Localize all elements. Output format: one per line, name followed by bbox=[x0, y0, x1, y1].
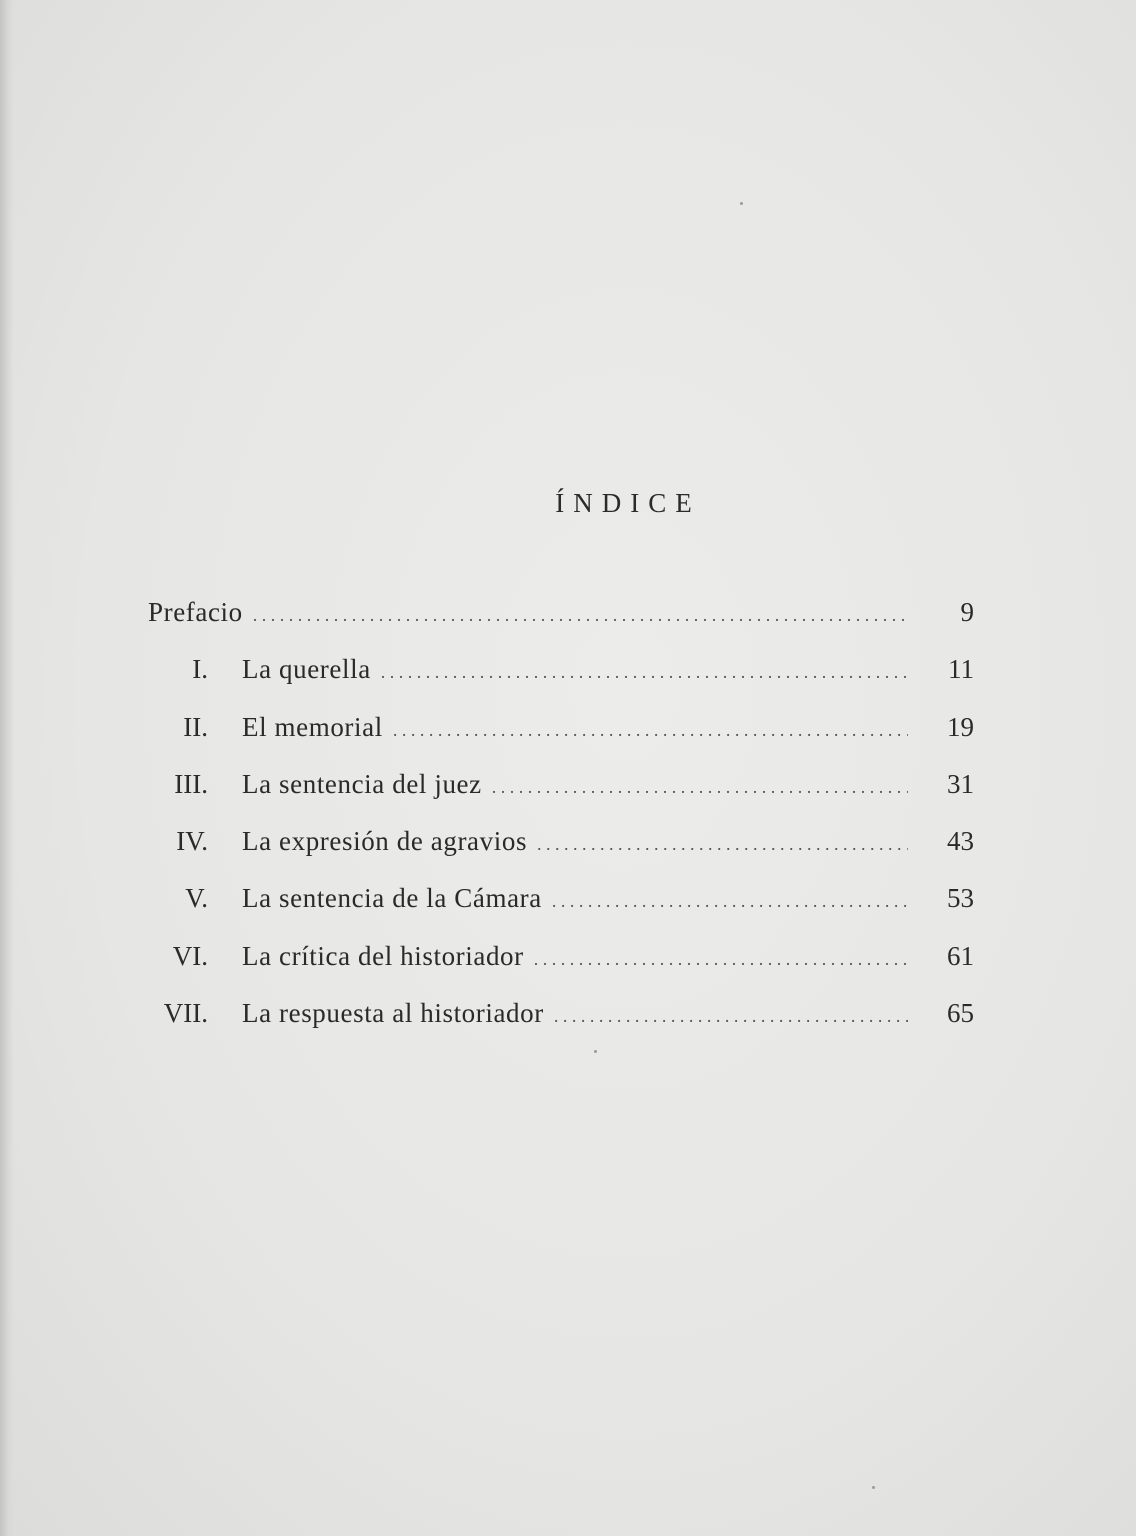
toc-page-number: 9 bbox=[960, 597, 974, 627]
page-binding-edge bbox=[0, 0, 14, 1536]
chapter-numeral: VI. bbox=[172, 940, 208, 971]
toc-page-number: 61 bbox=[947, 940, 974, 971]
toc-page-number: 53 bbox=[947, 883, 974, 914]
toc-entry-chapter-2[interactable] bbox=[148, 705, 978, 762]
paper-speck bbox=[594, 1050, 597, 1053]
toc-page-number: 43 bbox=[947, 826, 974, 857]
toc-entry-title: La sentencia del juez bbox=[242, 768, 482, 799]
toc-entry-chapter-7[interactable] bbox=[148, 991, 978, 1048]
toc-entry-body bbox=[242, 647, 908, 694]
paper-speck bbox=[740, 202, 743, 205]
toc-entry-title: La crítica del historiador bbox=[242, 940, 524, 971]
toc-entry-title: La expresión de agravios bbox=[242, 826, 528, 857]
toc-entry-chapter-6[interactable] bbox=[148, 934, 978, 991]
toc-entry-body bbox=[242, 819, 908, 866]
toc-entry-body bbox=[242, 705, 908, 752]
toc-entry-chapter-4[interactable] bbox=[148, 819, 978, 876]
toc-entry-title: La querella bbox=[242, 654, 371, 685]
chapter-numeral: V. bbox=[185, 883, 208, 914]
toc-entry-title: El memorial bbox=[242, 711, 383, 742]
dot-leader bbox=[492, 765, 908, 809]
toc-entry-prefacio[interactable] bbox=[148, 590, 978, 647]
chapter-numeral: III. bbox=[174, 768, 208, 799]
toc-entry-chapter-5[interactable] bbox=[148, 876, 978, 933]
paper-speck bbox=[872, 1486, 875, 1489]
dot-leader bbox=[552, 879, 908, 923]
chapter-numeral: I. bbox=[192, 654, 208, 685]
dot-leader bbox=[534, 937, 908, 981]
toc-entry-chapter-3[interactable] bbox=[148, 762, 978, 819]
toc-page-number: 31 bbox=[947, 768, 974, 799]
toc-entry-chapter-1[interactable] bbox=[148, 647, 978, 704]
toc-entry-title: La sentencia de la Cámara bbox=[242, 883, 542, 914]
chapter-numeral: VII. bbox=[163, 998, 208, 1029]
toc-entry-body bbox=[242, 991, 908, 1038]
page-title: ÍNDICE bbox=[555, 488, 701, 518]
toc-page-number: 65 bbox=[947, 998, 974, 1029]
dot-leader bbox=[537, 822, 908, 866]
toc-entry-body bbox=[242, 876, 908, 923]
dot-leader bbox=[554, 994, 908, 1038]
toc-entry-title: La respuesta al historiador bbox=[242, 998, 544, 1029]
toc-page-number: 19 bbox=[947, 711, 974, 742]
dot-leader bbox=[253, 593, 908, 637]
table-of-contents bbox=[148, 590, 978, 1048]
dot-leader bbox=[381, 650, 908, 694]
toc-entry-body bbox=[242, 934, 908, 981]
chapter-numeral: IV. bbox=[176, 826, 208, 857]
toc-entry-title: Prefacio bbox=[148, 597, 243, 627]
toc-page-number: 11 bbox=[948, 654, 974, 685]
toc-entry-body bbox=[148, 590, 908, 637]
dot-leader bbox=[393, 708, 908, 752]
toc-entry-body bbox=[242, 762, 908, 809]
chapter-numeral: II. bbox=[183, 711, 208, 742]
